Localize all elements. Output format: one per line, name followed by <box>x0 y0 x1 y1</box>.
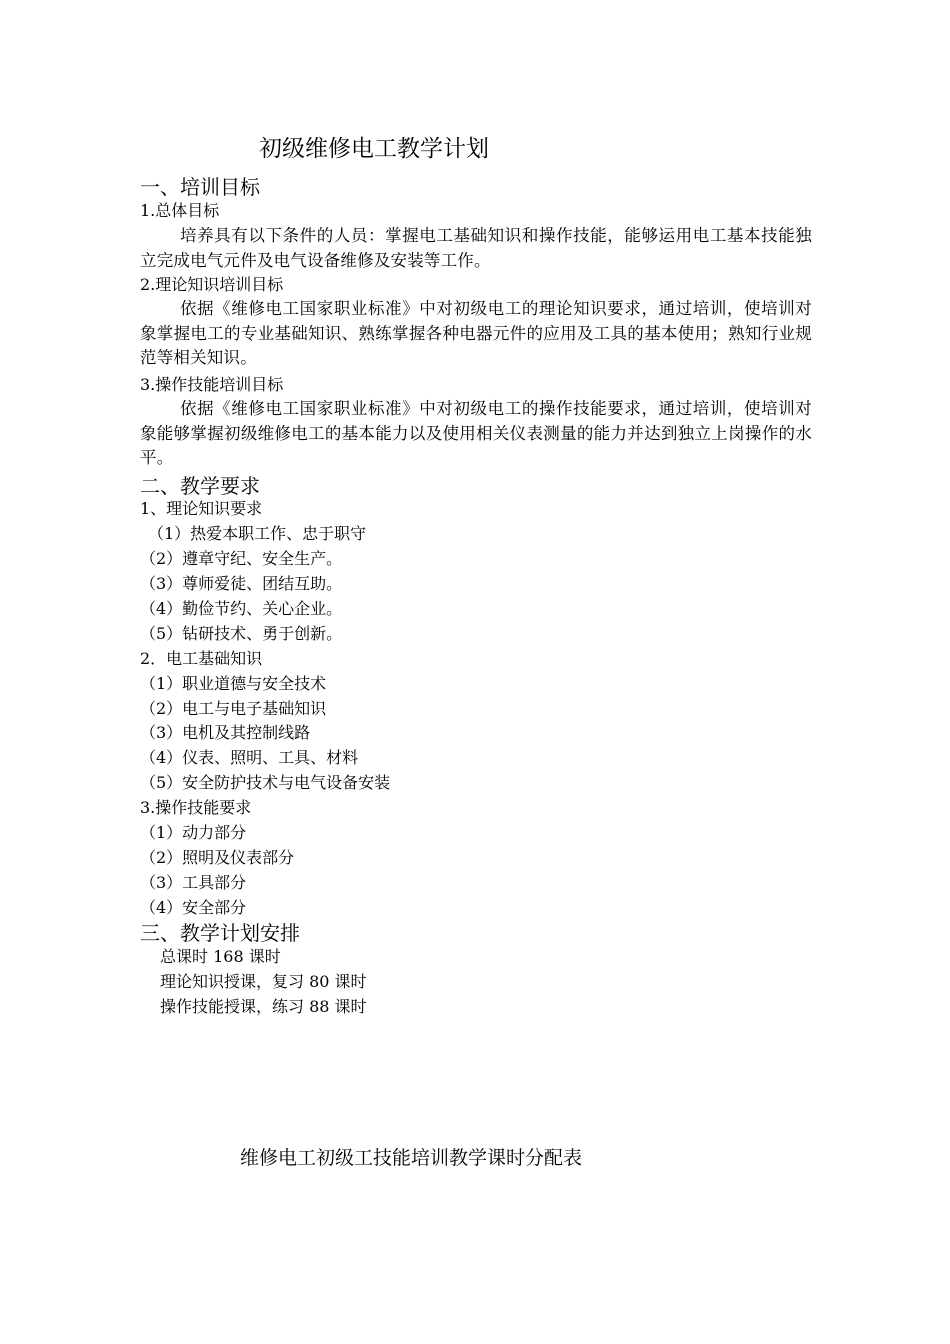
list-item: （5）钻研技术、勇于创新。 <box>140 624 343 643</box>
table-title: 维修电工初级工技能培训教学课时分配表 <box>240 1147 583 1169</box>
section-1-sub-2-heading: 2.理论知识培训目标 <box>140 275 284 294</box>
list-item: （4）勤俭节约、关心企业。 <box>140 599 343 618</box>
section-2-sub-2-heading: 2．电工基础知识 <box>140 649 263 668</box>
section-1-sub-3-heading: 3.操作技能培训目标 <box>140 375 284 394</box>
list-item: （4）安全部分 <box>140 898 247 917</box>
section-2-heading: 二、教学要求 <box>140 474 260 498</box>
document-title: 初级维修电工教学计划 <box>259 136 489 162</box>
section-3-heading: 三、教学计划安排 <box>140 921 300 945</box>
section-1-sub-3-text: 依据《维修电工国家职业标准》中对初级电工的操作技能要求，通过培训，使培训对象能够掌握初级维修电工的基本能力以及使用相关仪表测量的能力并达到独立上岗操作的水平。 <box>140 399 812 467</box>
list-item: （3）尊师爱徒、团结互助。 <box>140 574 343 593</box>
section-1-sub-1-heading: 1.总体目标 <box>140 201 220 220</box>
list-item: （4）仪表、照明、工具、材料 <box>140 748 359 767</box>
plan-line: 理论知识授课，复习 80 课时 <box>160 972 367 991</box>
section-2-sub-1-heading: 1、理论知识要求 <box>140 499 263 518</box>
list-item: （2）遵章守纪、安全生产。 <box>140 549 343 568</box>
list-item: （1）热爱本职工作、忠于职守 <box>148 524 367 543</box>
section-1-heading: 一、培训目标 <box>140 175 260 199</box>
section-1-sub-1-text: 培养具有以下条件的人员：掌握电工基础知识和操作技能，能够运用电工基本技能独立完成电气元件及电气设备维修及安装等工作。 <box>140 226 812 270</box>
list-item: （2）照明及仪表部分 <box>140 848 295 867</box>
section-2-sub-3-heading: 3.操作技能要求 <box>140 798 252 817</box>
list-item: （3）电机及其控制线路 <box>140 723 311 742</box>
list-item: （5）安全防护技术与电气设备安装 <box>140 773 391 792</box>
section-1-sub-2-text: 依据《维修电工国家职业标准》中对初级电工的理论知识要求，通过培训，使培训对象掌握电工的专业基础知识、熟练掌握各种电器元件的应用及工具的基本使用；熟知行业规范等相关知识。 <box>140 299 812 367</box>
list-item: （1）动力部分 <box>140 823 247 842</box>
plan-line: 操作技能授课，练习 88 课时 <box>160 997 367 1016</box>
list-item: （1）职业道德与安全技术 <box>140 674 327 693</box>
list-item: （2）电工与电子基础知识 <box>140 699 327 718</box>
plan-line: 总课时 168 课时 <box>160 947 281 966</box>
list-item: （3）工具部分 <box>140 873 247 892</box>
